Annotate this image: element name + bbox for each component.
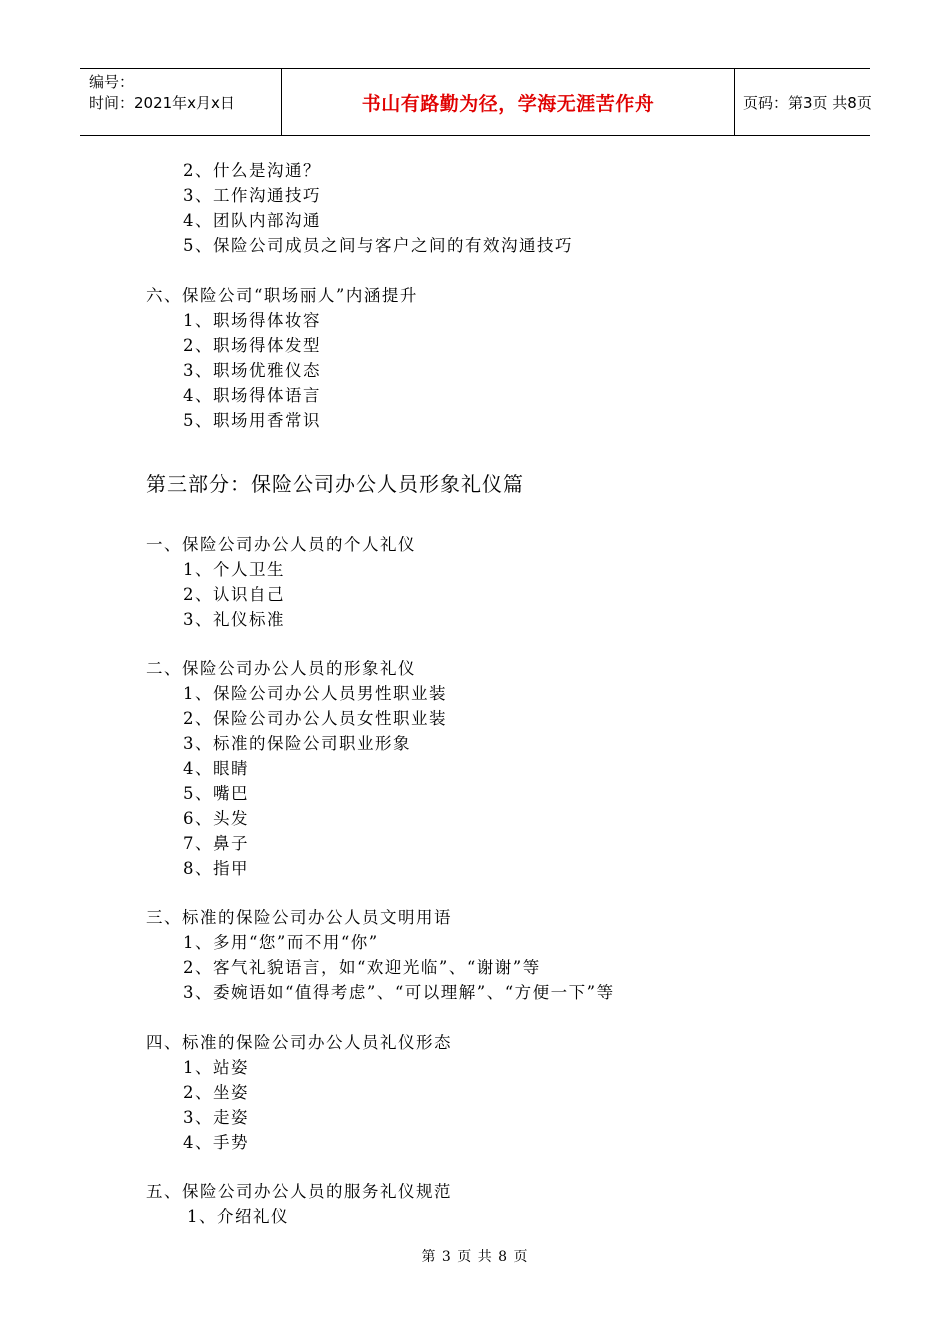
list-item: 2、什么是沟通？	[183, 161, 321, 180]
list-item: 2、职场得体发型	[183, 336, 321, 355]
list-item: 3、职场优雅仪态	[183, 361, 321, 380]
header-meta	[80, 69, 282, 135]
header-page-cell	[735, 69, 870, 135]
list-item: 2、坐姿	[183, 1083, 249, 1102]
list-item: 8、指甲	[183, 859, 249, 878]
section-heading: 五、保险公司办公人员的服务礼仪规范	[146, 1182, 452, 1201]
date-label: 时间：2021年x月x日	[89, 94, 235, 112]
page-footer: 第 3 页 共 8 页	[421, 1249, 529, 1265]
page-header	[80, 68, 870, 136]
part-title: 第三部分：保险公司办公人员形象礼仪篇	[146, 472, 524, 496]
motto-text: 书山有路勤为径，学海无涯苦作舟	[361, 92, 655, 115]
list-item: 2、客气礼貌语言，如“欢迎光临”、“谢谢”等	[183, 958, 541, 977]
list-item: 1、站姿	[183, 1058, 249, 1077]
list-item: 6、头发	[183, 809, 249, 828]
list-item: 3、走姿	[183, 1108, 249, 1127]
section-heading: 三、标准的保险公司办公人员文明用语	[146, 908, 452, 927]
list-item: 3、标准的保险公司职业形象	[183, 734, 411, 753]
list-item: 4、眼睛	[183, 759, 249, 778]
section-heading: 六、保险公司“职场丽人”内涵提升	[146, 286, 418, 305]
list-item: 4、团队内部沟通	[183, 211, 321, 230]
list-item: 4、手势	[183, 1133, 249, 1152]
section-heading: 二、保险公司办公人员的形象礼仪	[146, 659, 416, 678]
page-label: 页码：第3页 共8页	[743, 93, 872, 112]
list-item: 3、工作沟通技巧	[183, 186, 321, 205]
list-item: 1、个人卫生	[183, 560, 285, 579]
list-item: 5、嘴巴	[183, 784, 249, 803]
list-item: 1、介绍礼仪	[187, 1207, 289, 1226]
list-item: 2、认识自己	[183, 585, 285, 604]
number-label: 编号：	[89, 73, 135, 91]
list-item: 1、职场得体妆容	[183, 311, 321, 330]
list-item: 2、保险公司办公人员女性职业装	[183, 709, 447, 728]
section-heading: 一、保险公司办公人员的个人礼仪	[146, 535, 416, 554]
list-item: 3、委婉语如“值得考虑”、“可以理解”、“方便一下”等	[183, 983, 615, 1002]
list-item: 7、鼻子	[183, 834, 249, 853]
list-item: 1、多用“您”而不用“你”	[183, 933, 379, 952]
header-motto-cell	[282, 69, 735, 135]
list-item: 5、职场用香常识	[183, 411, 321, 430]
section-heading: 四、标准的保险公司办公人员礼仪形态	[146, 1033, 452, 1052]
list-item: 1、保险公司办公人员男性职业装	[183, 684, 447, 703]
list-item: 4、职场得体语言	[183, 386, 321, 405]
list-item: 3、礼仪标准	[183, 610, 285, 629]
list-item: 5、保险公司成员之间与客户之间的有效沟通技巧	[183, 236, 573, 255]
